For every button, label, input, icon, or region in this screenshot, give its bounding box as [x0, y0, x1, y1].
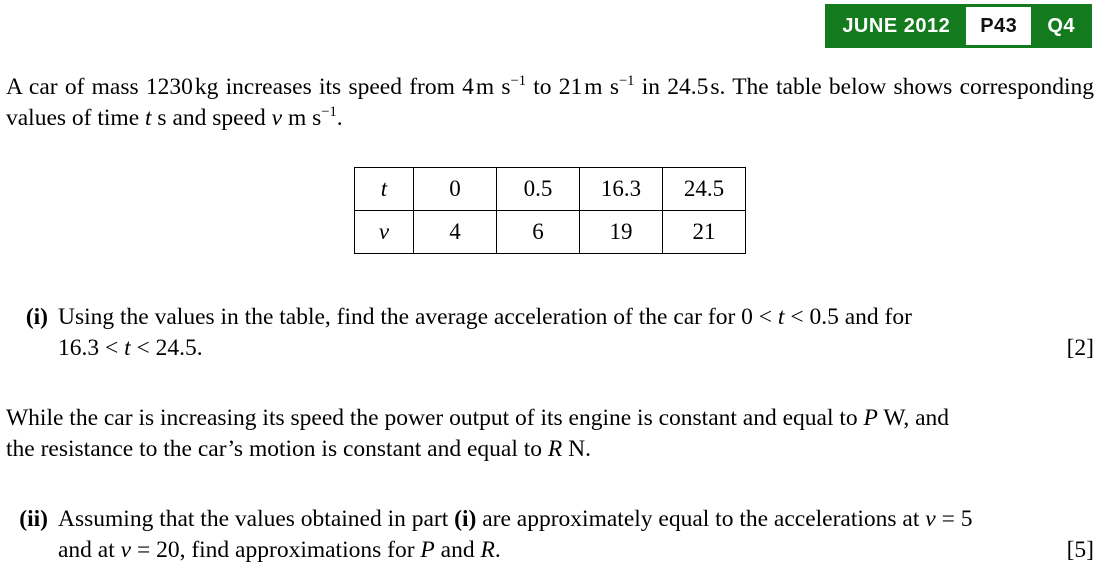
- part-i-text-line2: 16.3 < t < 24.5.: [58, 334, 203, 361]
- intro-symbol-v: v: [271, 104, 283, 131]
- question-content: [6, 72, 1094, 565]
- intro-speed-unit-1: m s: [475, 74, 511, 100]
- table-row-label-t: t: [355, 168, 414, 211]
- intro-speed-exp-3: −1: [321, 103, 337, 120]
- table-cell-v-3: 21: [663, 211, 746, 254]
- table-cell-t-3: 24.5: [663, 168, 746, 211]
- table-cell-v-2: 19: [580, 211, 663, 254]
- intro-speed-exp-1: −1: [510, 73, 527, 90]
- intro-text-a: A car of mass 1230: [6, 74, 193, 100]
- part-i-marks: [2]: [1066, 334, 1094, 361]
- middle-paragraph-line2: the resistance to the car’s motion is constant and equal to R N.: [6, 435, 591, 462]
- badge-paper: P43: [966, 7, 1031, 45]
- table-row-label-v: v: [355, 211, 414, 254]
- part-ii-label: (ii): [19, 506, 48, 533]
- intro-text-line2-b: s and speed: [157, 104, 266, 131]
- part-i-label: (i): [25, 304, 48, 331]
- intro-paragraph: [6, 72, 1094, 133]
- question-part-ii: [6, 504, 1094, 565]
- part-ii-text-line2: and at v = 20, find approximations for P and R.: [58, 536, 501, 563]
- intro-time-unit: s.: [710, 74, 726, 100]
- middle-paragraph-line1: While the car is increasing its speed the power output of its engine is constant and equal to P W, and: [6, 405, 950, 432]
- table-row: [355, 211, 746, 254]
- intro-text-b: increases its speed from 4: [218, 74, 474, 100]
- intro-text-d: in 24.5: [634, 74, 709, 100]
- part-ii-marks: [5]: [1066, 536, 1094, 563]
- middle-paragraph: [6, 403, 1094, 464]
- question-part-i: [6, 302, 1094, 363]
- intro-text-c: to 21: [526, 74, 583, 100]
- table-cell-t-1: 0.5: [497, 168, 580, 211]
- intro-speed-exp-2: −1: [618, 73, 635, 90]
- intro-symbol-t: t: [145, 104, 152, 131]
- table-cell-t-0: 0: [414, 168, 497, 211]
- intro-mass-unit: kg: [194, 74, 219, 100]
- part-i-text-line1: Using the values in the table, find the average acceleration of the car for 0 < t < 0.5 and for: [58, 304, 912, 331]
- badge-question: Q4: [1047, 14, 1075, 37]
- table-cell-t-2: 16.3: [580, 168, 663, 211]
- intro-text-e: The table below shows: [725, 74, 953, 100]
- table-cell-v-0: 4: [414, 211, 497, 254]
- data-table-wrapper: [6, 167, 1094, 254]
- intro-speed-unit-3: m s: [287, 104, 322, 131]
- table-cell-v-1: 6: [497, 211, 580, 254]
- intro-text-line2-d: .: [336, 104, 343, 131]
- part-ii-text-line1: Assuming that the values obtained in part (i) are approximately equal to the accelerations at v = 5: [58, 506, 973, 533]
- badge-session: JUNE 2012: [842, 14, 951, 37]
- exam-header-badge: [825, 4, 1092, 48]
- table-row: [355, 168, 746, 211]
- time-speed-table: [354, 167, 746, 254]
- intro-speed-unit-2: m s: [584, 74, 619, 100]
- intro-text-line2-a: corresponding values of time: [6, 74, 1095, 131]
